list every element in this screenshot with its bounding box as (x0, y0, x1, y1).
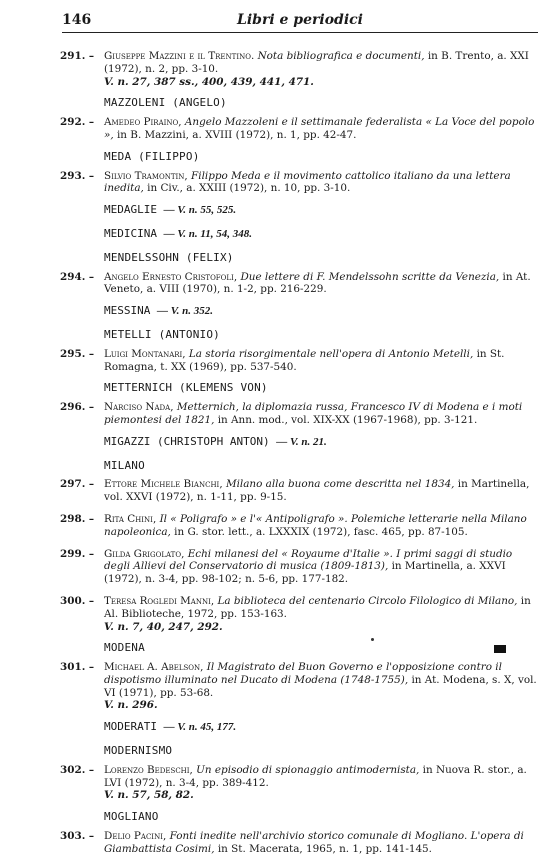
entry-citation: in Ann. mod., vol. XIX-XX (1967-1968), pp. 3-121. (217, 413, 478, 426)
entry-number: 292. – (60, 116, 95, 129)
cross-reference: — V. n. 352. (156, 305, 214, 318)
entry-author: Michael A. Abelson, (104, 661, 204, 674)
entry-number: 294. – (60, 270, 95, 283)
bibliography-list (60, 50, 540, 865)
cross-reference: — V. n. 55, 525. (163, 204, 237, 217)
entry-title: La biblioteca del centenario Circolo Filologico di Milano, (217, 594, 518, 607)
entry-text (104, 478, 540, 504)
entry-citation: in Martinella, a. XXVI (1972), n. 3-4, pp. 98-102; n. 5-6, pp. 177-182. (104, 560, 506, 586)
ink-speck (371, 638, 374, 641)
subject-heading: MEDA (FILIPPO) (104, 149, 200, 163)
entry-number: 300. – (60, 594, 95, 607)
running-title: Libri e periodici (237, 12, 363, 28)
entry-author: Lorenzo Bedeschi, (104, 763, 193, 776)
entry-citation: in Al. Biblioteche, 1972, pp. 153-163. (104, 594, 531, 620)
entry-citation: in Martinella, vol. XXVI (1972), n. 1-11, pp. 9-15. (104, 478, 530, 504)
entry-title: Nota bibliografica e documenti, (257, 50, 425, 62)
entry-number: 302. – (60, 763, 95, 776)
entry-author: Delio Pacini, (104, 830, 167, 843)
subject-crossref (104, 228, 540, 241)
entry-title: Fonti inedite nell'archivio storico comunale di Mogliano. L'opera di Giambattista Cosimi, (104, 830, 524, 855)
subject-heading: MESSINA (104, 304, 151, 318)
cross-reference: — V. n. 11, 54, 348. (163, 227, 253, 240)
entry-text (104, 271, 540, 297)
entry-citation: in Nuova R. stor., a. LVI (1972), n. 3-4, pp. 389-412. (104, 763, 527, 789)
entry-author: Rita Chini, (104, 512, 157, 525)
bibliography-entry (60, 478, 540, 504)
page-header (62, 12, 538, 33)
ink-blot (494, 645, 506, 653)
entry-text (104, 595, 540, 633)
entry-title: Due lettere di F. Mendelssohn scritte da Venezia, (240, 270, 500, 283)
subject-heading: MODERATI (104, 720, 157, 734)
cross-reference: V. n. 57, 58, 82. (104, 789, 194, 802)
entry-text (104, 513, 540, 539)
entry-citation: in St. Macerata, 1965, n. 1, pp. 141-145. (217, 842, 432, 855)
entry-text (104, 116, 540, 142)
cross-reference: V. n. 296. (104, 699, 158, 712)
subject-crossref (104, 305, 540, 318)
entry-title: Il « Poligrafo » e l'« Antipoligrafo ». Polemiche letterarie nella Milano napoleonica, (104, 512, 527, 538)
bibliography-entry (60, 170, 540, 196)
entry-title: La storia risorgimentale nell'opera di Antonio Metelli, (188, 347, 474, 360)
entry-title: Echi milanesi del « Royaume d'Italie ». I primi saggi di studio degli Allievi del Conservatorio di musica (1809-1813), (104, 547, 513, 573)
entry-text (104, 170, 540, 196)
entry-author: Giuseppe Mazzini e il Trentino. (104, 50, 255, 62)
entry-author: Angelo Ernesto Cristofoli, (104, 270, 238, 283)
subject-heading: MODENA (104, 641, 145, 655)
subject-heading: MAZZOLENI (ANGELO) (104, 96, 227, 110)
subject-heading: METELLI (ANTONIO) (104, 327, 220, 341)
entry-citation: in Civ., a. XXIII (1972), n. 10, pp. 3-10. (147, 182, 351, 195)
cross-reference: V. n. 27, 387 ss., 400, 439, 441, 471. (104, 75, 314, 88)
entry-number: 297. – (60, 478, 95, 491)
entry-author: Teresa Rogledi Manni, (104, 594, 215, 607)
entry-number: 295. – (60, 347, 95, 360)
subject-heading: MIGAZZI (CHRISTOPH ANTON) (104, 434, 270, 448)
bibliography-entry (60, 764, 540, 802)
bibliography-entry (60, 595, 540, 633)
subject-heading: METTERNICH (KLEMENS VON) (104, 381, 268, 395)
bibliography-entry (60, 348, 540, 374)
entry-text (104, 348, 540, 374)
bibliography-entry (60, 271, 540, 297)
subject-crossref (104, 204, 540, 217)
subject-heading: MENDELSSOHN (FELIX) (104, 250, 234, 264)
subject-heading: MODERNISMO (104, 744, 173, 758)
subject-crossref (104, 721, 540, 734)
entry-text (104, 661, 540, 712)
entry-author: Luigi Montanari, (104, 347, 186, 360)
bibliography-entry (60, 661, 540, 712)
subject-heading: MEDICINA (104, 226, 157, 240)
entry-author: Silvio Tramontin, (104, 169, 188, 182)
entry-citation: in St. Romagna, t. XX (1969), pp. 537-540. (104, 347, 505, 373)
entry-author: Gilda Grigolato, (104, 547, 185, 560)
entry-number: 298. – (60, 512, 95, 525)
cross-reference: — V. n. 45, 177. (163, 721, 237, 734)
entry-number: 293. – (60, 169, 95, 182)
entry-citation: in B. Mazzini, a. XVIII (1972), n. 1, pp. 42-47. (116, 128, 357, 141)
entry-title: Metternich, la diplomazia russa, Francesco IV di Modena e i moti piemontesi del 1821, (104, 401, 523, 426)
entry-number: 303. – (60, 830, 95, 843)
entry-text (104, 548, 540, 586)
entry-citation: in At. Modena, s. X, vol. VI (1971), pp. 53-68. (104, 673, 537, 699)
bibliography-entry (60, 116, 540, 142)
bibliography-entry (60, 548, 540, 586)
subject-heading: MILANO (104, 458, 145, 472)
bibliography-entry (60, 830, 540, 856)
entry-title: Un episodio di spionaggio antimodernista, (196, 763, 420, 776)
entry-text (104, 401, 540, 427)
entry-title: Il Magistrato del Buon Governo e l'opposizione contro il dispotismo illuminato nel Ducato di Modena (1748-1755), (104, 661, 502, 686)
bibliography-entry (60, 401, 540, 427)
entry-citation: in B. Trento, a. XXI (1972), n. 2, pp. 3-10. (104, 50, 529, 75)
entry-number: 299. – (60, 547, 95, 560)
entry-text (104, 830, 540, 856)
entry-number: 296. – (60, 401, 95, 414)
subject-heading: MOGLIANO (104, 810, 159, 824)
entry-text (104, 50, 540, 88)
subject-crossref (104, 436, 540, 449)
entry-author: Amedeo Piraino, (104, 116, 182, 129)
cross-reference: — V. n. 21. (276, 435, 327, 448)
entry-title: Milano alla buona come descritta nel 1834, (225, 478, 455, 491)
entry-citation: in G. stor. lett., a. LXXXIX (1972), fasc. 465, pp. 87-105. (174, 525, 468, 538)
entry-number: 301. – (60, 661, 95, 674)
subject-heading: MEDAGLIE (104, 203, 157, 217)
entry-number: 291. – (60, 50, 95, 62)
entry-author: Ettore Michele Bianchi, (104, 478, 223, 491)
bibliography-entry (60, 50, 540, 88)
entry-author: Narciso Nada, (104, 401, 174, 414)
bibliography-entry (60, 513, 540, 539)
page-number: 146 (62, 12, 92, 28)
entry-text (104, 764, 540, 802)
entry-citation: in At. Veneto, a. VIII (1970), n. 1-2, pp. 216-229. (104, 270, 531, 296)
cross-reference: V. n. 7, 40, 247, 292. (104, 620, 223, 633)
entry-title: Filippo Meda e il movimento cattolico italiano da una lettera inedita, (104, 169, 511, 195)
entry-title: Angelo Mazzoleni e il settimanale federalista « La Voce del popolo », (104, 116, 535, 141)
